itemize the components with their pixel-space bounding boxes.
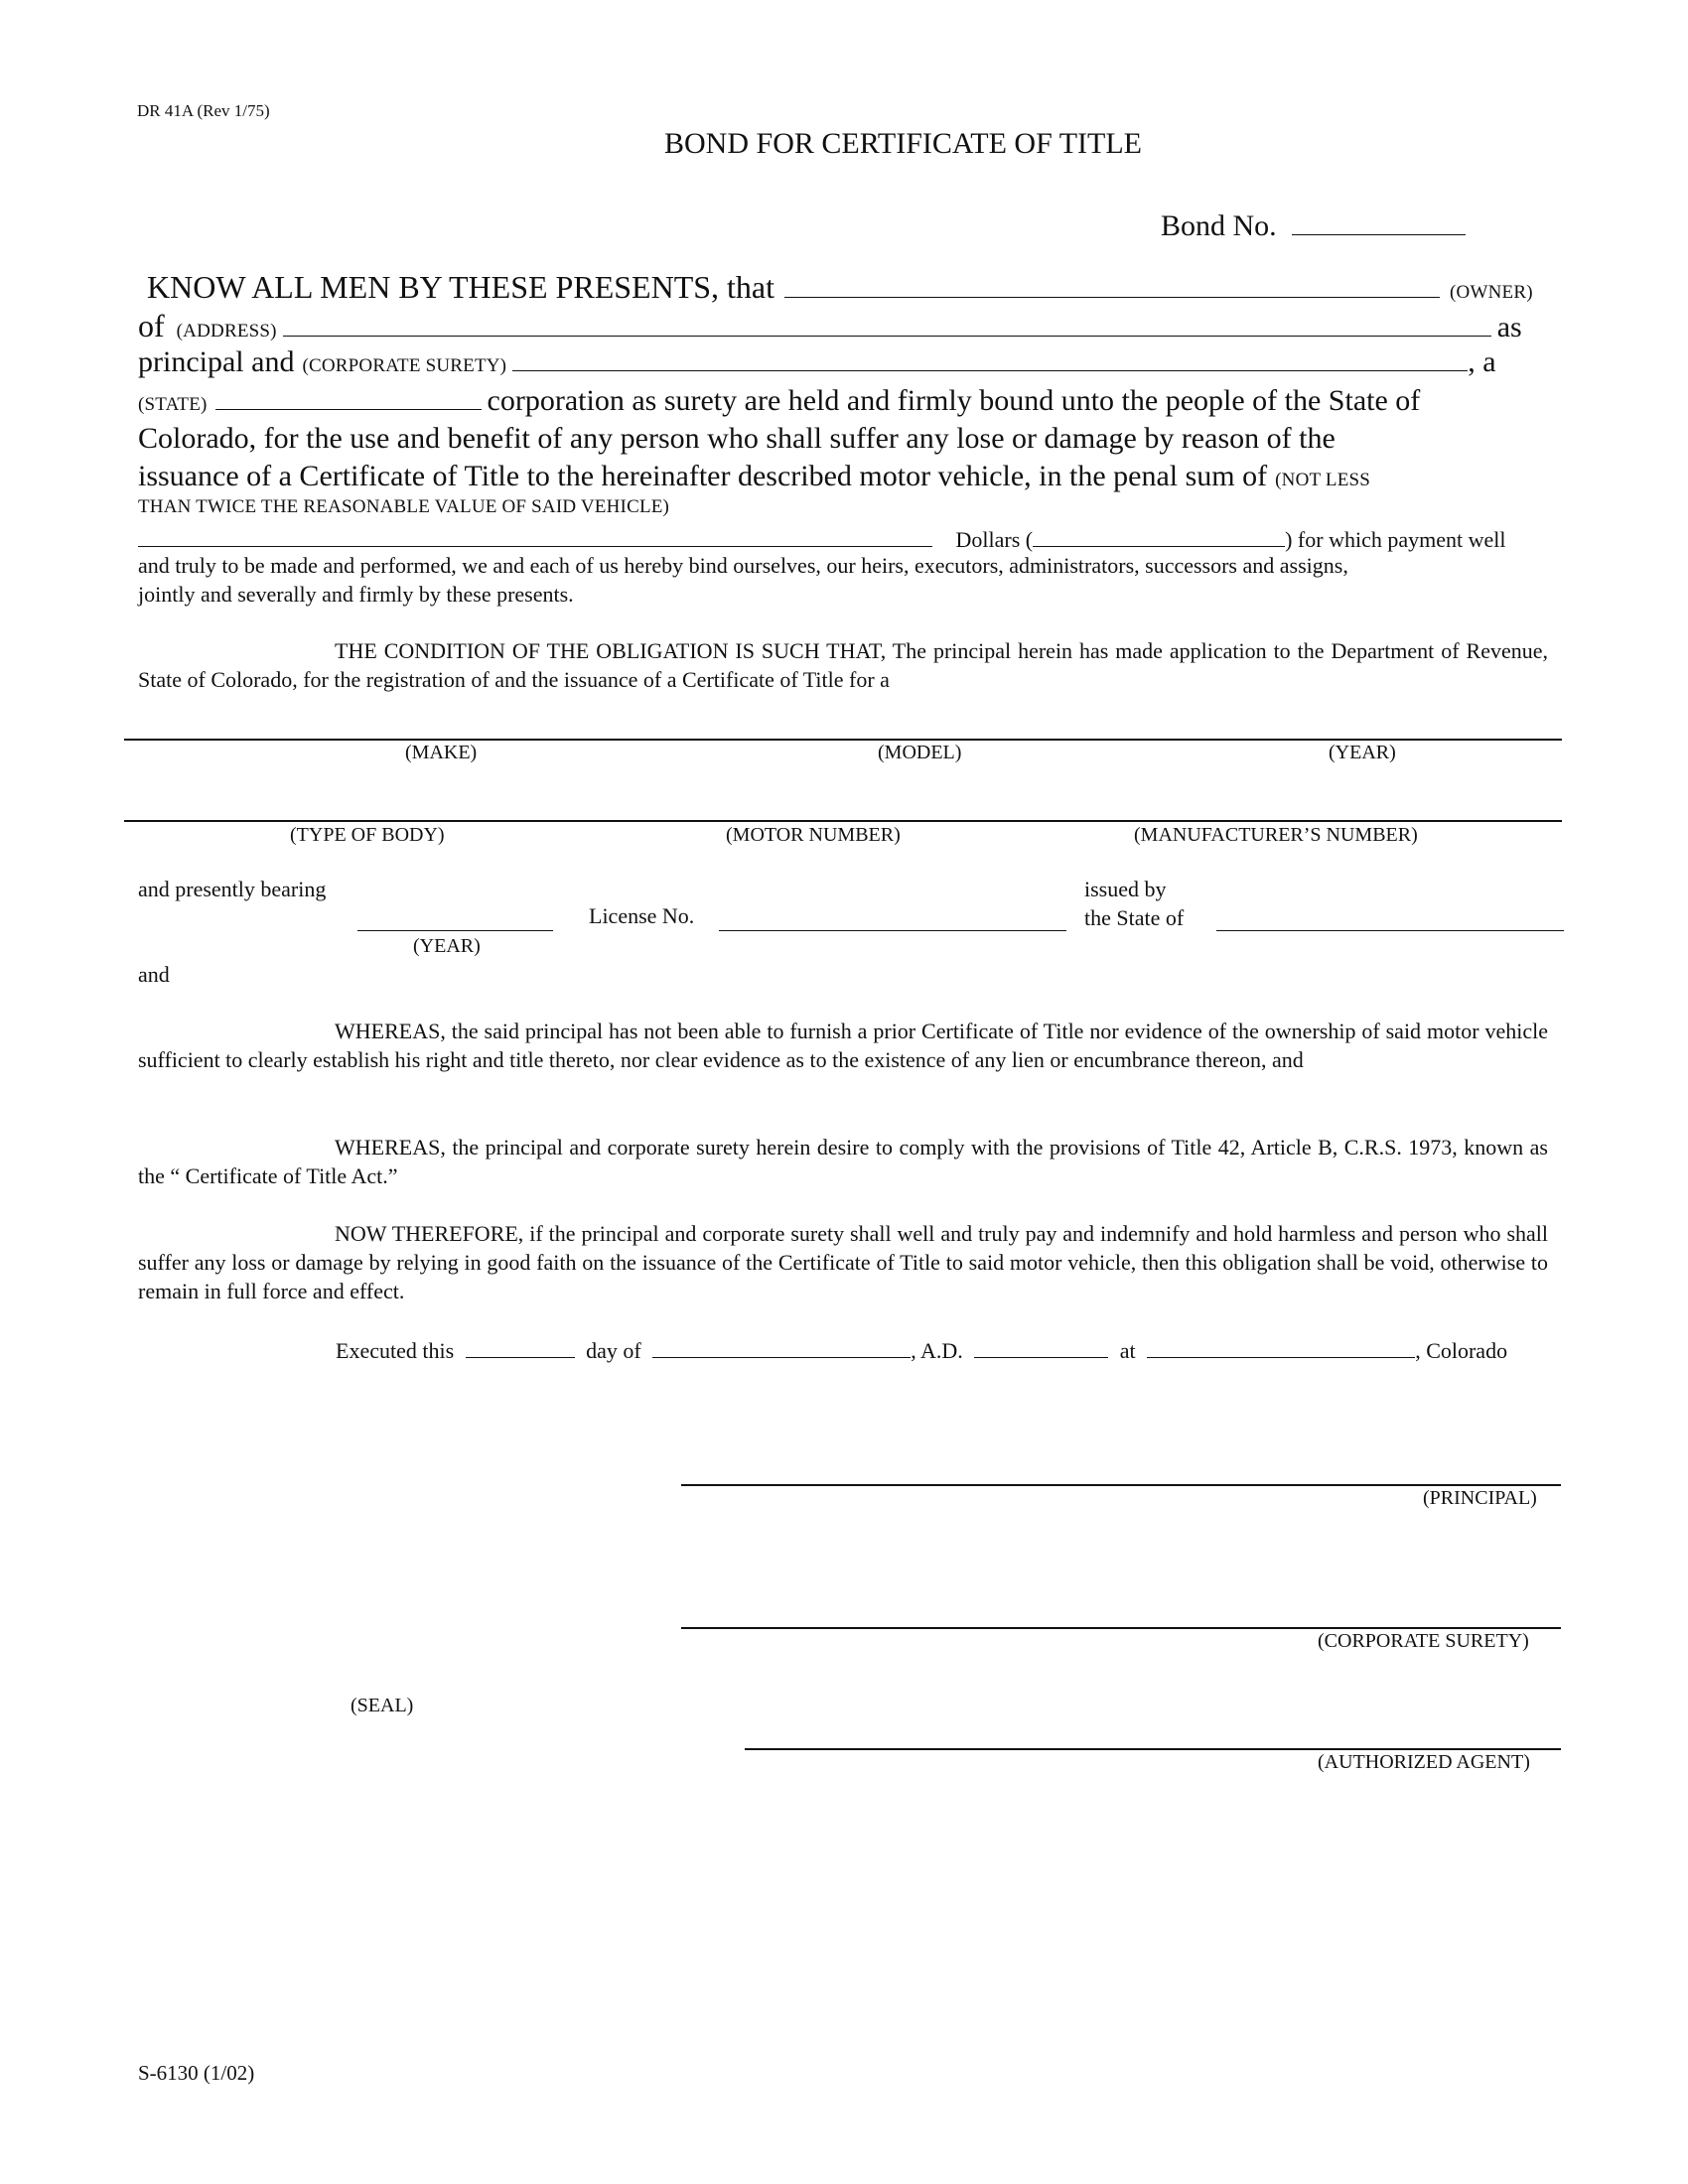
license-no-label: License No. xyxy=(589,903,695,928)
license-year-field[interactable] xyxy=(357,930,553,931)
intro-line-9: and truly to be made and performed, we and each of us hereby bind ourselves, our heirs, executors, administrators, successors and assigns, xyxy=(138,553,1348,578)
dollars-text: Dollars ( xyxy=(955,527,1034,552)
ad-text: , A.D. xyxy=(911,1338,963,1363)
intro-line-2 xyxy=(138,308,1522,344)
at-text: at xyxy=(1119,1338,1136,1363)
corporate-surety-signature-line[interactable] xyxy=(681,1627,1561,1629)
colorado-text: , Colorado xyxy=(1415,1338,1508,1363)
not-less-label-a: (NOT LESS xyxy=(1275,470,1371,490)
executed-month-field[interactable] xyxy=(652,1335,911,1358)
vehicle-line-2[interactable] xyxy=(124,820,1562,822)
now-therefore-text: NOW THEREFORE, if the principal and corporate surety shall well and truly pay and indemnify and hold harmless and person who shall suffer any loss or damage by relying in good faith on the issuance of the Certificate of Title to said motor vehicle, then this obligation shall be void, otherwise to remain in full force and effect. xyxy=(138,1221,1548,1303)
and-text: and xyxy=(138,962,170,987)
model-label: (MODEL) xyxy=(878,742,962,763)
whereas-paragraph-2 xyxy=(138,1133,1548,1190)
presently-bearing-text: and presently bearing xyxy=(138,877,327,901)
license-year-label: (YEAR) xyxy=(413,935,481,957)
form-id: DR 41A (Rev 1/75) xyxy=(137,101,270,120)
manufacturers-number-label: (MANUFACTURER’S NUMBER) xyxy=(1134,824,1418,846)
now-therefore-paragraph xyxy=(138,1219,1548,1305)
corporate-surety-sig-label: (CORPORATE SURETY) xyxy=(1318,1630,1529,1652)
intro-line-10: jointly and severally and firmly by these presents. xyxy=(138,582,574,607)
motor-number-label: (MOTOR NUMBER) xyxy=(726,824,901,846)
whereas-1-text: WHEREAS, the said principal has not been able to furnish a prior Certificate of Title nor evidence of the ownership of said motor vehicle sufficient to clearly establish his right and title thereto, nor clear evidence as to the existence of any lien or encumbrance thereon, and xyxy=(138,1019,1548,1072)
condition-paragraph xyxy=(138,636,1548,694)
issuing-state-field[interactable] xyxy=(1216,930,1564,931)
intro-line-6 xyxy=(138,460,1370,493)
executed-line xyxy=(336,1335,1507,1364)
address-field[interactable] xyxy=(283,320,1491,337)
vehicle-line-1[interactable] xyxy=(124,739,1562,741)
of-text: of xyxy=(138,308,165,343)
state-label: (STATE) xyxy=(138,394,208,415)
seal-label: (SEAL) xyxy=(351,1695,414,1716)
whereas-paragraph-1 xyxy=(138,1017,1548,1074)
make-label: (MAKE) xyxy=(405,742,478,763)
authorized-agent-signature-line[interactable] xyxy=(745,1748,1561,1750)
intro-line-6-text: issuance of a Certificate of Title to the hereinafter described motor vehicle, in the penal sum of xyxy=(138,460,1268,492)
state-field[interactable] xyxy=(215,393,482,410)
intro-line-3 xyxy=(138,345,1496,379)
year-label: (YEAR) xyxy=(1329,742,1396,763)
penal-sum-amount-field[interactable] xyxy=(1033,524,1285,547)
principal-and-text: principal and xyxy=(138,345,295,378)
payment-text: ) for which payment well xyxy=(1285,527,1506,552)
bond-no-field[interactable] xyxy=(1292,205,1466,235)
principal-signature-line[interactable] xyxy=(681,1484,1561,1486)
owner-label: (OWNER) xyxy=(1450,282,1533,303)
whereas-2-text: WHEREAS, the principal and corporate surety herein desire to comply with the provisions of Title 42, Article B, C.R.S. 1973, known as the “ Certificate of Title Act.” xyxy=(138,1135,1548,1188)
as-text: as xyxy=(1496,311,1522,343)
address-label: (ADDRESS) xyxy=(176,321,277,341)
intro-line-1 xyxy=(147,269,1533,306)
a-text: , a xyxy=(1468,345,1496,378)
day-of-text: day of xyxy=(586,1338,641,1363)
corporate-surety-label: (CORPORATE SURETY) xyxy=(302,355,507,376)
intro-line-5: Colorado, for the use and benefit of any person who shall suffer any lose or damage by reason of the xyxy=(138,422,1336,455)
bond-no-row xyxy=(1161,205,1466,243)
penal-sum-words-field[interactable] xyxy=(138,524,932,547)
intro-line-8 xyxy=(138,524,1505,553)
intro-line-4 xyxy=(138,384,1420,418)
executed-day-field[interactable] xyxy=(466,1335,575,1358)
owner-field[interactable] xyxy=(784,281,1440,298)
condition-text: THE CONDITION OF THE OBLIGATION IS SUCH THAT, The principal herein has made application to the Department of Revenue, State of Colorado, for the registration of and the issuance of a Certificate of Title for a xyxy=(138,638,1548,692)
intro-line-1-text: KNOW ALL MEN BY THESE PRESENTS, that xyxy=(147,269,775,305)
the-state-of-text: the State of xyxy=(1084,905,1185,930)
footer-code: S-6130 (1/02) xyxy=(138,2061,255,2085)
authorized-agent-label: (AUTHORIZED AGENT) xyxy=(1318,1751,1530,1773)
bond-no-label: Bond No. xyxy=(1161,209,1277,242)
executed-place-field[interactable] xyxy=(1147,1335,1415,1358)
executed-this-text: Executed this xyxy=(336,1338,455,1363)
page-title: BOND FOR CERTIFICATE OF TITLE xyxy=(664,127,1142,160)
issued-by-text: issued by xyxy=(1084,877,1167,901)
not-less-label-b: THAN TWICE THE REASONABLE VALUE OF SAID VEHICLE) xyxy=(138,496,670,517)
type-of-body-label: (TYPE OF BODY) xyxy=(290,824,445,846)
license-no-field[interactable] xyxy=(719,930,1066,931)
corporate-surety-field[interactable] xyxy=(512,354,1468,371)
intro-line-4-text: corporation as surety are held and firmly bound unto the people of the State of xyxy=(487,384,1421,417)
principal-label: (PRINCIPAL) xyxy=(1423,1487,1537,1509)
executed-year-field[interactable] xyxy=(974,1335,1108,1358)
